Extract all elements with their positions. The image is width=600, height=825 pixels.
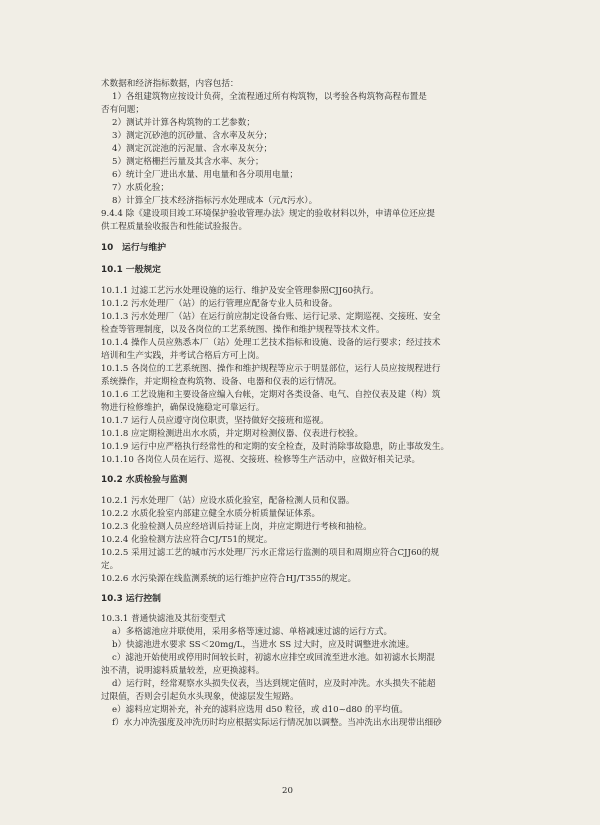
text-line: 物进行检修维护，确保设施稳定可靠运行。 bbox=[101, 403, 265, 413]
text-line: 10.1.10 各岗位人员在运行、巡视、交接班、检修等生产活动中，应做好相关记录。 bbox=[101, 455, 421, 465]
text-line: 10.1.1 过滤工艺污水处理设施的运行、维护及安全管理参照CJJ60执行。 bbox=[101, 286, 379, 296]
text-line: c）滤池开始使用或停用时间较长时，初滤水应排空或回流至进水池。如初滤水长期混 bbox=[112, 653, 435, 663]
text-line: 4）测定沉淀池的污泥量、含水率及灰分； bbox=[112, 144, 273, 154]
text-line: 5）测定格栅拦污量及其含水率、灰分； bbox=[112, 157, 264, 167]
text-line: b）快滤池进水要求 SS＜20mg/L，当进水 SS 过大时，应及时调整进水流速。 bbox=[112, 640, 415, 650]
text-line: 10.1.3 污水处理厂（站）在运行前应制定设备台账、运行记录、定期巡视、交接班、安全 bbox=[101, 312, 441, 322]
text-line: 否有问题； bbox=[101, 105, 144, 115]
text-line: 1）各组建筑物应按设计负荷，全流程通过所有构筑物，以考验各构筑物高程布置是 bbox=[112, 92, 427, 102]
text-line: 8）计算全厂技术经济指标污水处理成本（元/t污水）。 bbox=[112, 196, 318, 206]
text-line: d）运行时，经常观察水头损失仪表，当达到规定值时，应及时冲洗。水头损失不能超 bbox=[112, 679, 436, 689]
subsection-heading: 10.2 水质检验与监测 bbox=[101, 475, 188, 485]
text-line: 浊不清，说明滤料质量较差，应更换滤料。 bbox=[101, 666, 265, 676]
text-line: 10.1.4 操作人员应熟悉本厂（站）处理工艺技术指标和设施、设备的运行要求；经过技术 bbox=[101, 338, 441, 348]
text-line: 10.1.5 各岗位的工艺系统图、操作和维护规程等应示于明显部位，运行人员应按规程进行 bbox=[101, 364, 441, 374]
text-line: 9.4.4 除《建设项目竣工环境保护验收管理办法》规定的验收材料以外，申请单位还应提 bbox=[101, 209, 435, 219]
page-number: 20 bbox=[282, 786, 293, 796]
text-line: 培训和生产实践，并考试合格后方可上岗。 bbox=[101, 351, 265, 361]
text-line: 10.1.6 工艺设施和主要设备应编入台帐，定期对各类设备、电气、自控仪表及建（构）筑 bbox=[101, 390, 441, 400]
text-line: a）多格滤池应并联使用，采用多格等速过滤、单格减速过滤的运行方式。 bbox=[112, 627, 393, 637]
text-line: 10.1.7 运行人员应遵守岗位职责，坚持做好交接班和巡视。 bbox=[101, 416, 329, 426]
section-heading: 10 运行与维护 bbox=[101, 243, 167, 253]
text-line: 10.1.9 运行中应严格执行经常性的和定期的安全检查，及时消除事故隐患，防止事故发生。 bbox=[101, 442, 450, 452]
text-line: 10.2.2 水质化验室内部建立健全水质分析质量保证体系。 bbox=[101, 509, 321, 519]
text-line: 10.2.4 化验检测方法应符合CJ/T51的规定。 bbox=[101, 535, 273, 545]
subsection-heading: 10.1 一般规定 bbox=[101, 265, 161, 275]
text-line: 10.3.1 普通快滤池及其衍变型式 bbox=[101, 614, 226, 624]
text-line: 10.2.6 水污染源在线监测系统的运行维护应符合HJ/T355的规定。 bbox=[101, 574, 357, 584]
text-line: 10.2.3 化验检测人员应经培训后持证上岗，并应定期进行考核和抽检。 bbox=[101, 522, 372, 532]
text-line: 7）水质化验； bbox=[112, 183, 170, 193]
text-line: 6）统计全厂进出水量、用电量和各分项用电量； bbox=[112, 170, 298, 180]
text-line: 3）测定沉砂池的沉砂量、含水率及灰分； bbox=[112, 131, 273, 141]
text-line: 10.1.8 应定期检测进出水水质，并定期对检测仪器、仪表进行校验。 bbox=[101, 429, 364, 439]
text-line: 过限值，否则会引起负水头现象，使滤层发生短路。 bbox=[101, 692, 299, 702]
text-line: 2）测试并计算各构筑物的工艺参数； bbox=[112, 118, 255, 128]
subsection-heading: 10.3 运行控制 bbox=[101, 594, 161, 604]
text-line: 定。 bbox=[101, 561, 119, 571]
text-line: 术数据和经济指标数据，内容包括： bbox=[101, 79, 239, 89]
text-line: 检查等管理制度，以及各岗位的工艺系统图、操作和维护规程等技术文件。 bbox=[101, 325, 385, 335]
text-line: f）水力冲洗强度及冲洗历时均应根据实际运行情况加以调整。当冲洗出水出现带出细砂 bbox=[112, 718, 442, 728]
text-line: 10.2.5 采用过滤工艺的城市污水处理厂污水正常运行监测的项目和周期应符合CJJ60的规 bbox=[101, 548, 440, 558]
text-line: 供工程质量验收报告和性能试验报告。 bbox=[101, 222, 248, 232]
text-line: 10.2.1 污水处理厂（站）应设水质化验室，配备检测人员和仪器。 bbox=[101, 496, 355, 506]
text-line: e）滤料应定期补充，补充的滤料应选用 d50 粒径，或 d10~d80 的平均值。 bbox=[112, 705, 408, 715]
text-line: 10.1.2 污水处理厂（站）的运行管理应配备专业人员和设备。 bbox=[101, 299, 338, 309]
text-line: 系统操作，并定期检查构筑物、设备、电器和仪表的运行情况。 bbox=[101, 377, 342, 387]
